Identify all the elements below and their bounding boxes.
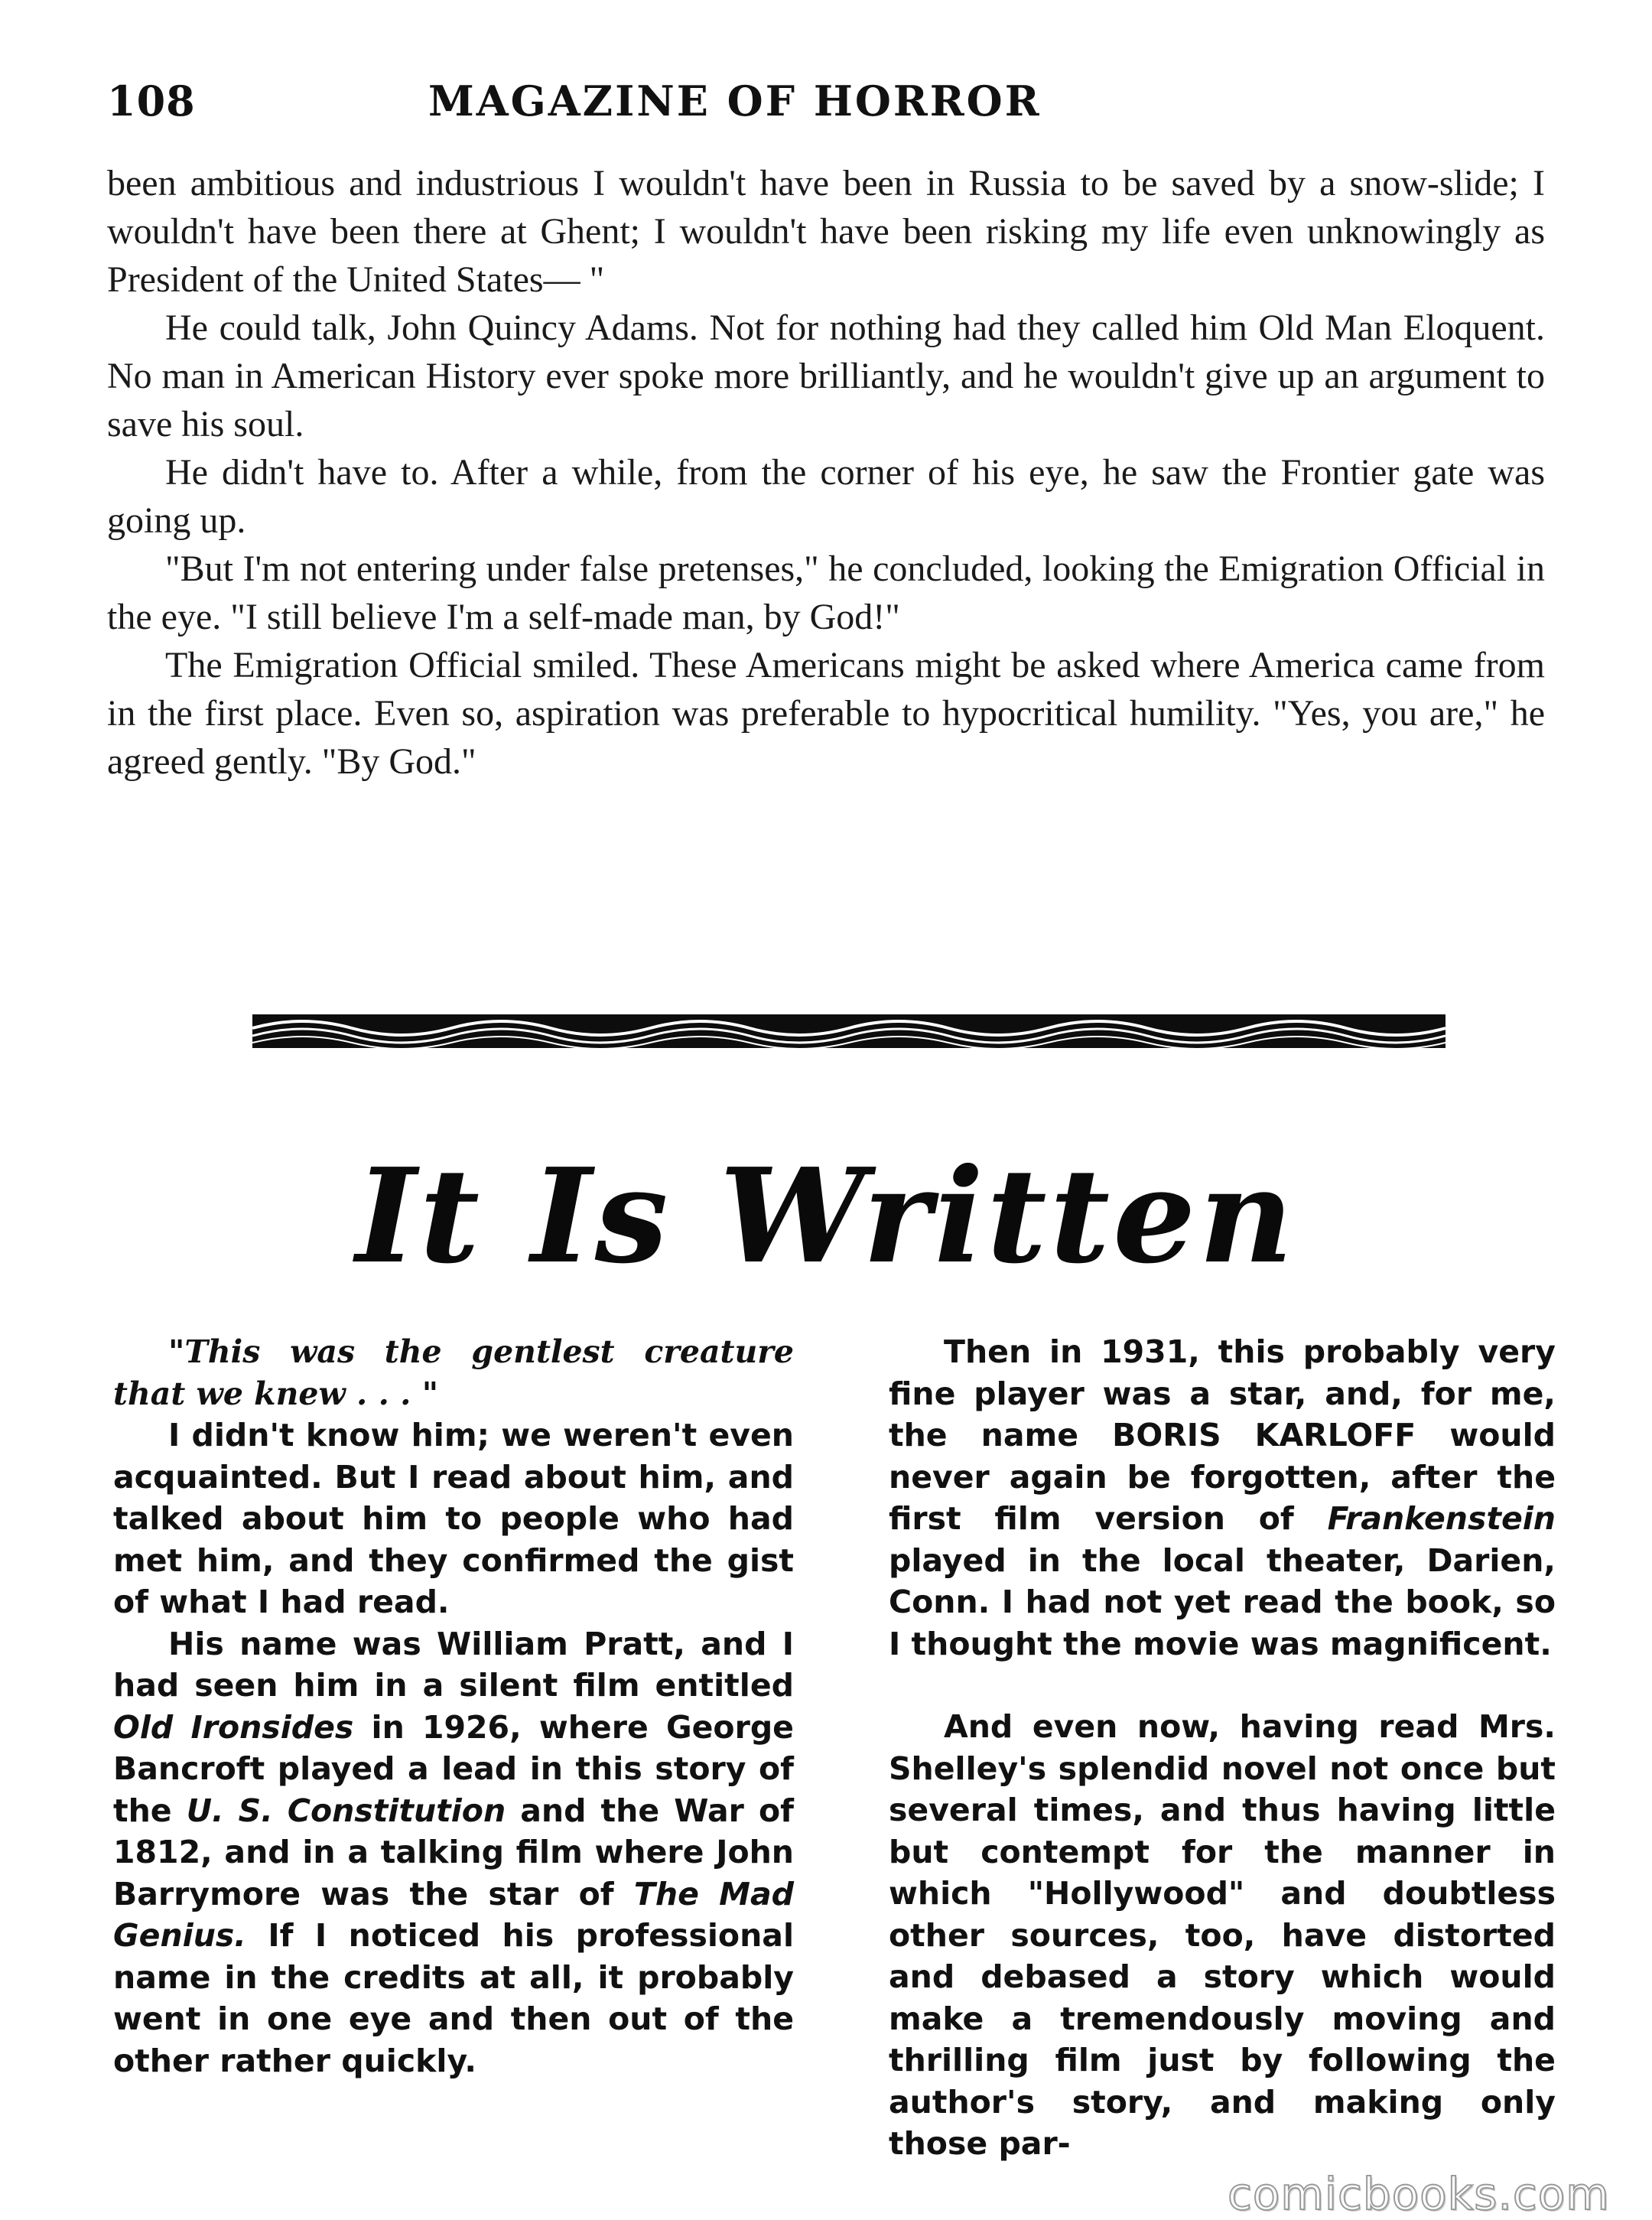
film-title: Old Ironsides [113, 1708, 354, 1746]
site-watermark: comicbooks.com [1228, 2168, 1610, 2220]
ship-name: U. S. Constitution [186, 1792, 506, 1829]
wavy-divider-ornament [252, 1008, 1446, 1054]
film-title: Frankenstein [1327, 1500, 1556, 1537]
section-title: It Is Written [356, 1140, 1296, 1293]
story-paragraph: been ambitious and industrious I wouldn't have been in Russia to be saved by a snow-slide; I wouldn't have been there at Ghent; I wouldn't have been risking my life even unknowingly as President of the United States— " [107, 163, 1545, 300]
article-paragraph: I didn't know him; we weren't even acquainted. But I read about him, and talked about him to people who had met him, and they confirmed the gist of what I had read. [113, 1417, 794, 1620]
article-paragraph: And even now, having read Mrs. Shelley's splendid novel not once but several times, and thus having little but contempt for the manner in which "Hollywood" and doubtless other sources, too, have distorted and debased a story which would make a tremendously moving and thrilling film just by following the author's story, and making only those par- [889, 1708, 1556, 2162]
story-paragraph: He didn't have to. After a while, from the corner of his eye, he saw the Frontier gate was going up. [107, 452, 1545, 541]
text-run: If I noticed his professional name in the credits at all, it probably went in one eye and then out of the other rather quickly. [113, 1917, 794, 2079]
story-paragraph: He could talk, John Quincy Adams. Not for nothing had they called him Old Man Eloquent. No man in American History ever spoke more brilliantly, and he wouldn't give up an argument to save his soul. [107, 308, 1545, 444]
epigraph-quote: "This was the gentlest creature that we knew . . . " [113, 1333, 794, 1412]
magazine-title: MAGAZINE OF HORROR [428, 76, 1042, 125]
text-run: played in the local theater, Darien, Conn. I had not yet read the book, so I thought the movie was magnificent. [889, 1541, 1556, 1662]
text-run: and the War of 1812, and in a talking film where John Barrymore was the star of [113, 1792, 794, 1912]
article-paragraph [889, 1331, 1556, 1665]
page-number: 108 [107, 76, 196, 125]
article-paragraph [113, 1623, 794, 2082]
article-left-column [113, 1331, 794, 2082]
running-header [107, 76, 1545, 145]
film-title: The Mad Genius. [113, 1875, 794, 1954]
story-paragraph: "But I'm not entering under false pretenses," he concluded, looking the Emigration Official in the eye. "I still believe I'm a self-made man, by God!" [107, 548, 1545, 637]
article-right-column [889, 1331, 1556, 2165]
text-run: His name was William Pratt, and I had seen him in a silent film entitled [113, 1625, 794, 1704]
text-run: Then in 1931, this probably very fine player was a star, and, for me, the name BORIS KARLOFF would never again be forgotten, after the first film version of [889, 1333, 1556, 1537]
story-paragraph: The Emigration Official smiled. These Americans might be asked where America came from in the first place. Even so, aspiration was preferable to hypocritical humility. "Yes, you are," he agreed gently. "By God." [107, 645, 1545, 782]
text-run: in 1926, where George Bancroft played a lead in this story of the [113, 1708, 794, 1829]
story-ending [107, 159, 1545, 786]
